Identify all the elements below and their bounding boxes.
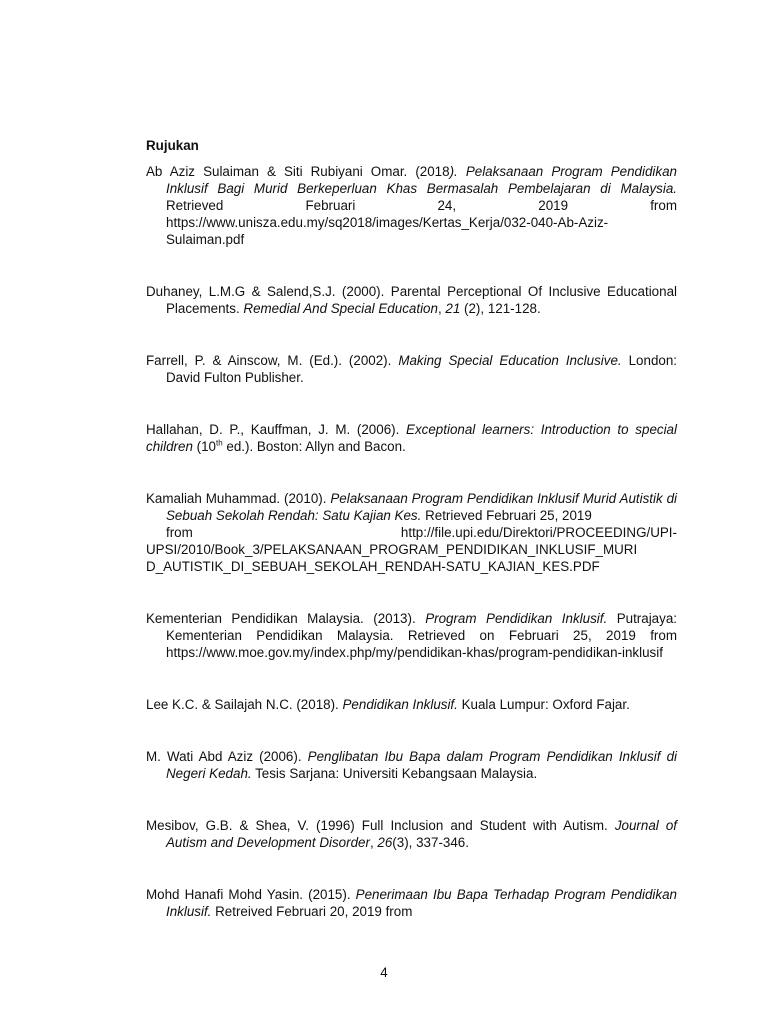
reference-link[interactable]: UPSI/2010/Book_3/PELAKSANAAN_PROGRAM_PENDIDIKAN_INKLUSIF_MURI [146,542,638,557]
reference-item: Kamaliah Muhammad. (2010). Pelaksanaan Program Pendidikan Inklusif Murid Autistik di Sebuah Sekolah Rendah: Satu Kajian Kes. Retrieved Februari 25, 2019 from http://file.upi.edu/Direktori/PROCEEDING/UPI- UPSI/2010/Book_3/PELAKSANAAN_PROGRAM_PENDIDIKAN_INKLUSIF_MURI D_AUTISTIK_DI_SEBUAH_SEKOLAH_RENDAH-SATU_KAJIAN_KES.PDF [146,491,677,574]
reference-item: Kementerian Pendidikan Malaysia. (2013). Program Pendidikan Inklusif. Putrajaya: Kementerian Pendidikan Malaysia. Retrieved on Februari 25, 2019 from https://www.moe.gov.my/index.php/my/pendidikan-khas/program-pendidikan-inklusif [146,611,677,660]
page-number: 4 [380,965,388,980]
reference-url-line: from http://file.upi.edu/Direktori/PROCEEDING/UPI- [166,525,677,540]
reference-item: Lee K.C. & Sailajah N.C. (2018). Pendidikan Inklusif. Kuala Lumpur: Oxford Fajar. [146,697,630,712]
reference-item: M. Wati Abd Aziz (2006). Penglibatan Ibu Bapa dalam Program Pendidikan Inklusif di Negeri Kedah. Tesis Sarjana: Universiti Kebangsaan Malaysia. [146,749,677,781]
reference-item: Farrell, P. & Ainscow, M. (Ed.). (2002). Making Special Education Inclusive. London: David Fulton Publisher. [146,353,678,385]
section-heading: Rujukan [146,138,199,153]
reference-link[interactable]: D_AUTISTIK_DI_SEBUAH_SEKOLAH_RENDAH-SATU_KAJIAN_KES.PDF [146,559,600,574]
reference-item: Ab Aziz Sulaiman & Siti Rubiyani Omar. (2018). Pelaksanaan Program Pendidikan Inklusif Bagi Murid Berkeperluan Khas Bermasalah Pembelajaran di Malaysia. Retrieved Februari 24, 2019 from https://www.unisza.edu.my/sq2018/images/Kertas_Kerja/032-040-Ab-Aziz-Sulaiman.pdf [146,164,677,247]
reference-item: Duhaney, L.M.G & Salend,S.J. (2000). Parental Perceptional Of Inclusive Educational Placements. Remedial And Special Education, 21 (2), 121-128. [146,284,677,316]
reference-item: Mohd Hanafi Mohd Yasin. (2015). Penerimaan Ibu Bapa Terhadap Program Pendidikan Inklusif. Retreived Februari 20, 2019 from [146,887,677,919]
reference-link[interactable]: http://file.upi.edu/Direktori/PROCEEDING/UPI- [400,525,677,540]
reference-item: Hallahan, D. P., Kauffman, J. M. (2006). Exceptional learners: Introduction to special children (10th ed.). Boston: Allyn and Bacon. [146,422,677,454]
reference-list [146,137,677,920]
reference-item: Mesibov, G.B. & Shea, V. (1996) Full Inclusion and Student with Autism. Journal of Autism and Development Disorder, 26(3), 337-346. [146,818,677,850]
